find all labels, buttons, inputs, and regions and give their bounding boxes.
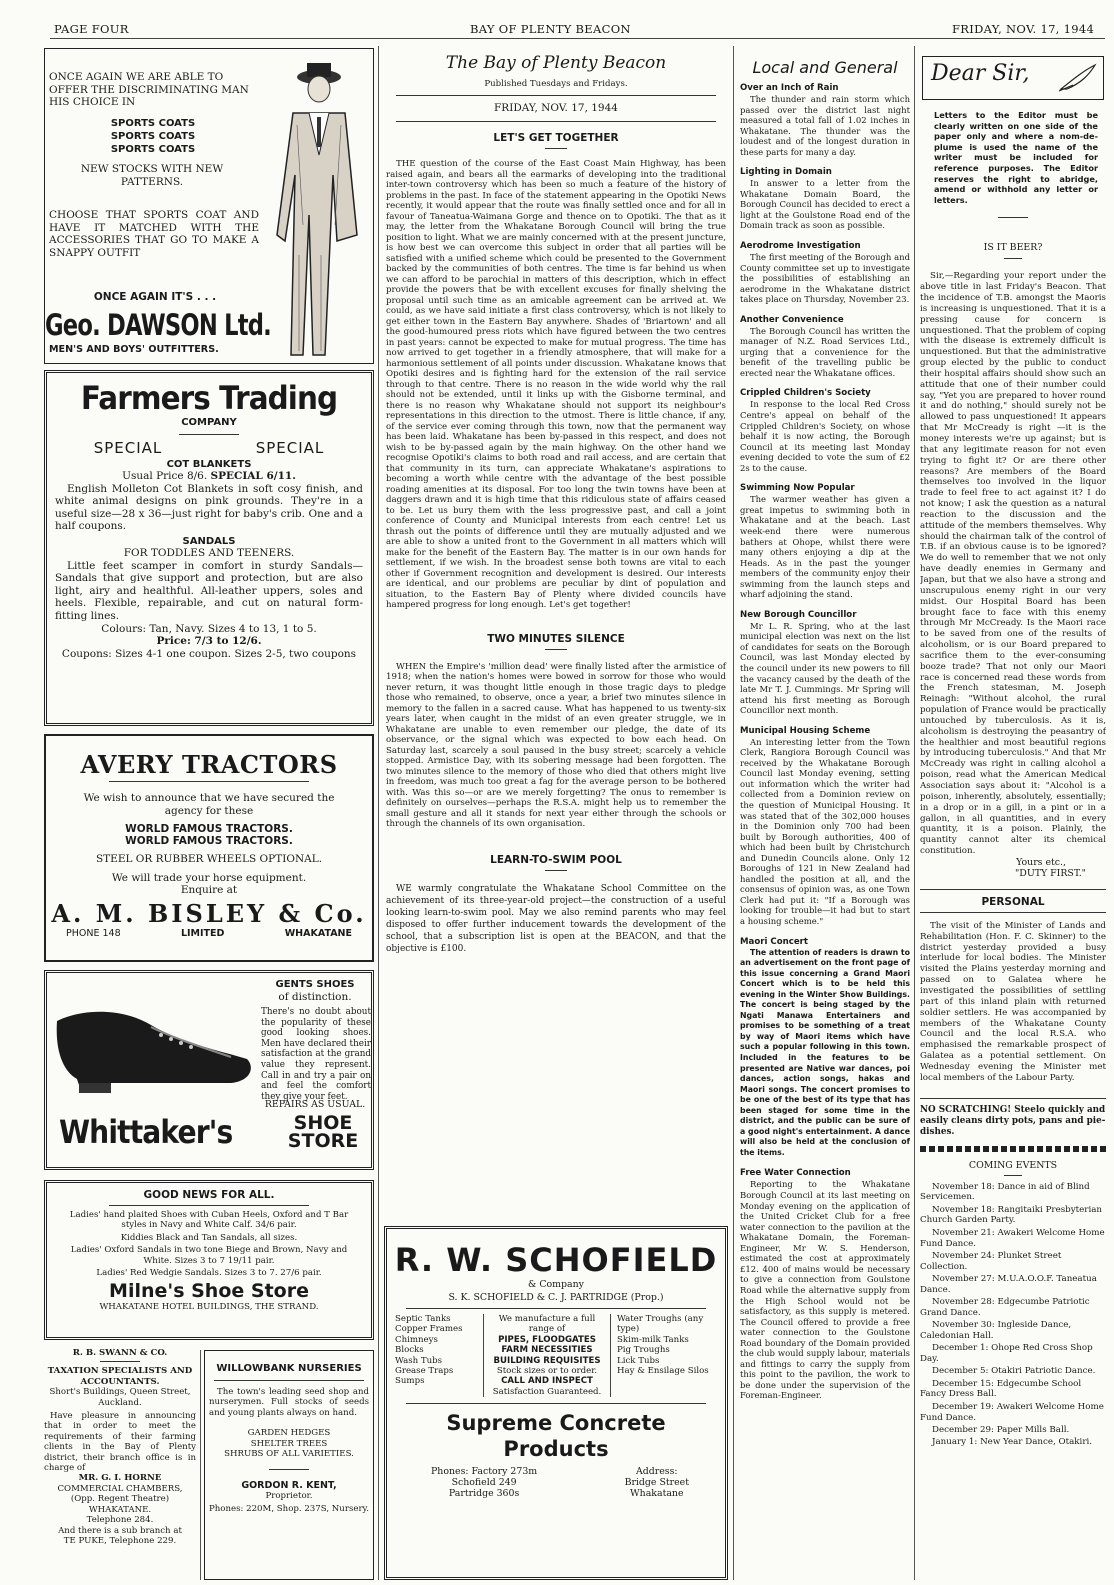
event-item: December 15: Edgecumbe School Fancy Dress Ball.: [920, 1378, 1082, 1400]
local-item-heading: Municipal Housing Scheme: [740, 725, 871, 736]
schofield-logo: R. W. SCHOFIELD: [394, 1241, 718, 1279]
event-item: December 1: Ohope Red Cross Shop Day.: [920, 1343, 1093, 1365]
ad-divider: [200, 1350, 201, 1580]
whittaker-logo: Whittaker's: [59, 1113, 233, 1151]
local-item-heading: Maori Concert: [740, 936, 809, 947]
product-item: Blocks: [395, 1345, 424, 1356]
editorial-heading: LEARN-TO-SWIM POOL: [490, 853, 622, 866]
paper-name: BAY OF PLENTY BEACON: [470, 22, 631, 36]
product-item: Pig Troughs: [617, 1345, 670, 1356]
swann-line: TAXATION SPECIALISTS AND ACCOUNTANTS.: [47, 1366, 193, 1387]
letters-column: [920, 50, 1106, 1580]
local-item-body: The attention of readers is drawn to an advertisement on the front page of this issue concerning a Grand Maori Concert which is to be held this evening in the Winter Show Buildings. The concert is being staged by the Ngati Manawa Entertainers and promises to be something of a treat by way of Maori items which have such a popular following in this town. Included in the features to be presented are Native war dances, poi dances, action songs, hakas and Maori songs. The concert promises to be one of the best of its type that has been staged for some time in the district, and the public can be sure of a good night's entertainment. A dance will also be held at the conclusion of the items.: [740, 947, 910, 1157]
local-item-body: Mr L. R. Spring, who at the last municipal election was next on the list of candidates for seats on the Borough Council, was last Monday elected by the council under its new powers to fill the vacancy caused by the death of the late Mr T. J. Cummings. Mr Spring will attend his first meeting as Borough Councillor next month.: [740, 620, 910, 716]
product-item: Satisfaction Guaranteed.: [492, 1386, 602, 1397]
product-item: Stock sizes or to order.: [496, 1366, 598, 1377]
willowbank-ad: [204, 1350, 374, 1580]
divider: [920, 889, 1106, 890]
special-label: SPECIAL: [93, 439, 163, 457]
column-rule: [378, 46, 379, 1580]
divider: [1004, 1175, 1022, 1176]
coats-item: SPORTS COATS: [110, 131, 196, 142]
toddlers-line: FOR TODDLES AND TEENERS.: [123, 546, 295, 559]
again-text: ONCE AGAIN IT'S . . .: [93, 291, 217, 303]
phone-line: Partridge 360s: [448, 1488, 520, 1500]
shoe-illustration: [51, 987, 256, 1095]
milne-line: Ladies' Oxford Sandals in two tone Biege and Brown, Navy and White. Sizes 3 to 7 19/11 pair.: [70, 1245, 348, 1266]
farmers-company: COMPANY: [181, 417, 237, 428]
cot-heading: COT BLANKETS: [166, 459, 252, 470]
willowbank-owner: GORDON R. KENT,: [241, 1480, 337, 1492]
shoe-word: SHOE: [293, 1112, 353, 1134]
milne-line: Ladies' Red Wedgie Sandals. Sizes 3 to 7. 27/6 pair.: [96, 1268, 322, 1279]
wf-line: WORLD FAMOUS TRACTORS.: [125, 835, 293, 848]
event-item: November 21: Awakeri Welcome Home Fund Dance.: [920, 1227, 1105, 1249]
repairs-line: REPAIRS AS USUAL.: [264, 1099, 366, 1110]
divider: [920, 1098, 1106, 1099]
willowbank-phones: Phones: 220M, Shop. 237S, Nursery.: [208, 1503, 370, 1514]
divider: [406, 1308, 706, 1309]
enquire-line: Enquire at: [180, 884, 238, 897]
editorial-heading: TWO MINUTES SILENCE: [487, 632, 625, 645]
product-item: Septic Tanks: [395, 1314, 451, 1324]
avery-phone: PHONE 148: [66, 927, 121, 939]
event-item: January 1: New Year Dance, Otakiri.: [932, 1437, 1093, 1448]
willowbank-prop: Proprietor.: [265, 1491, 313, 1502]
editorial-column: [386, 48, 726, 954]
willowbank-line: SHELTER TREES: [250, 1438, 328, 1449]
colours-line: Colours: Tan, Navy. Sizes 4 to 13, 1 to 5.: [101, 622, 317, 635]
divider: [214, 1380, 364, 1381]
page-number: PAGE FOUR: [54, 22, 129, 36]
phone-line: Schofield 249: [451, 1477, 517, 1489]
milne-logo: Milne's Shoe Store: [109, 1280, 309, 1303]
schofield-ad: [384, 1226, 728, 1580]
local-item-body: The warmer weather has given a great impetus to swimming both in Whakatane and at the beach. Last week-end there were numerous bathers at Ohope, whilst there were many others enjoying a dip at the Heads. As in the past the younger members of the community enjoy their swimming from the launch steps and wharf adjoining the stand.: [740, 494, 910, 600]
editorial-heading: LET'S GET TOGETHER: [493, 132, 619, 144]
event-item: November 18: Dance in aid of Blind Servicemen.: [920, 1181, 1090, 1203]
whittaker-h1: GENTS SHOES: [275, 979, 355, 990]
right-products: [611, 1314, 711, 1397]
divider: [396, 121, 716, 122]
event-item: December 19: Awakeri Welcome Home Fund Dance.: [920, 1401, 1104, 1423]
page-header: [0, 0, 1114, 40]
local-item-body: Reporting to the Whakatane Borough Council at its last meeting on Monday evening on the application of the United Cricket Club for a free water connection to the pavilion at the Whakatane Domain, the Foreman-Engineer, Mr W. S. Henderson, estimated the cost at approximately £12. 400 of mains would be necessary to give a connection from Goulstone Road while the alternative supply from the High School would not be satisfactory, as this supply is metered. The Council offered to provide a free water connection to the Goulstone Road boundary of the Domain provided the club would supply labour, materials and fittings to carry the supply from this point to the pavilion, the work to be done under the supervision of the Foreman-Engineer.: [740, 1179, 910, 1401]
event-item: November 28: Edgecumbe Patriotic Grand Dance.: [920, 1297, 1090, 1318]
local-item-heading: Over an Inch of Rain: [740, 83, 839, 93]
product-item: Hay & Ensilage Silos: [617, 1366, 709, 1377]
stock-text: NEW STOCKS WITH NEW PATTERNS.: [80, 163, 224, 188]
coats-item: SPORTS COATS: [110, 118, 196, 129]
whittaker-h2: of distinction.: [278, 991, 352, 1003]
mid-products: [483, 1314, 611, 1397]
dawson-tagline: MEN'S AND BOYS' OUTFITTERS.: [49, 344, 219, 355]
avery-limited: LIMITED: [180, 927, 225, 939]
product-item: Lick Tubs: [617, 1355, 660, 1366]
local-item-heading: Swimming Now Popular: [740, 483, 855, 494]
product-item: Chimneys: [395, 1334, 438, 1345]
local-item-body: The thunder and rain storm which passed over the district last night measured a total fall of 1.02 inches in Whakatane. The thunder was the loudest and of the longest duration in these parts for many a day.: [740, 94, 910, 157]
events-heading: COMING EVENTS: [968, 1159, 1058, 1171]
product-item: We manufacture a full range of: [498, 1314, 596, 1335]
letter-signature: "DUTY FIRST.": [1014, 867, 1086, 879]
divider: [269, 1469, 309, 1470]
milne-line: Ladies' hand plaited Shoes with Cuban Heels, Oxford and T Bar styles in Navy and White Calf. 34/6 pair.: [69, 1210, 349, 1231]
ad-line: HIS CHOICE IN: [49, 96, 136, 109]
left-products: [395, 1314, 483, 1397]
local-item-heading: New Borough Councillor: [740, 609, 857, 620]
special-row: [47, 439, 371, 457]
address-line: Whakatane: [630, 1488, 684, 1500]
local-item-body: An interesting letter from the Town Clerk, Rangiora Borough Council was received by the Whakatane Borough Council last Monday evening, setting out information which the writer had collected from a Dominion review on the question of Municipal Housing. It was stated that of the 302,000 houses in the Dominion only 700 had been built by Borough authorities, 400 of which had been built by Christchurch and Dunedin Councils alone. Only 12 Boroughs of 121 in New Zealand had handled the position at all, and the consensus of opinion was, as one Town Clerk had put it: "If a Borough was looking for trouble—it had but to start a housing scheme.": [740, 736, 910, 926]
letters-notice: Letters to the Editor must be clearly written on one side of the paper only and where a nom-de-plume is used the name of the writer must be included for reference purposes. The Editor reserves the right to abridge, amend or withhold any letter or letters.: [934, 110, 1098, 205]
local-item-heading: Lighting in Domain: [740, 167, 832, 178]
letter-heading: IS IT BEER?: [983, 242, 1043, 254]
letter-body: Sir,—Regarding your report under the above title in last Friday's Beacon. That the incidence of T.B. amongst the Maoris is increasing is unquestioned. That it is a pressing cause for concern is unquestioned. That the problem of coping with the disease is extremely difficult is unquestioned. But that the administrative group elected by the public to conduct their hospital affairs should show such an attitude that one of their number could say, "Yet you are prepared to hover round it and do nothing," should surely not be allowed to pass unquestioned! It appears that Mr McCready is right —it is the money interests we're up against; but is that any legitimate reason for not even trying to fight it? Or are there other reasons? Are members of the Board themselves too involved in the liquor trade to feel free to act against it? I do not know; I ask the question as a natural reaction to the discussion and the attitude of the members themselves. Why should the chairman talk of the control of T.B. if an obvious cause is to be ignored? We do well to remember that we not only have deadly enemies in Germany and Japan, but that we also have a strong and unscrupulous enemy right in our very midst. Our Hospital Board has been brought face to face with this enemy through Mr McCready. Is the Maori race to be saved from one of the results of alcoholism, or is our Board prepared to sacrifice them to the ever-consuming booze trade? That not only our Maori race is concerned read these words from the French statesman, M. Joseph Reinagh: "Without alcohol, the rural population of France would be practically untouched by tuberculosis. As it is, alcoholism is destroying the peasantry of the healthier and most beautiful regions by introducing tuberculosis." And that Mr McCready was right in calling alcohol a poison, read what the American Medical Association says about it: "Alcohol is a poison, inherently, absolutely, essentially; in a drop or in a gill, in a pint or in a gallon, in all quantities, and in every quantity, it is a poison. Plainly, the quantity cannot alter its chemical constitution.: [920, 271, 1106, 857]
ornamental-rule: [920, 1146, 1106, 1152]
swann-line: And there is a sub branch at: [58, 1525, 182, 1536]
divider: [920, 912, 1106, 913]
event-item: December 29: Paper Mills Ball.: [932, 1424, 1070, 1435]
farmers-ad: [44, 370, 374, 726]
farmers-logo: Farmers Trading: [80, 379, 338, 417]
local-item-heading: Free Water Connection: [740, 1168, 851, 1179]
product-item: PIPES, FLOODGATES: [498, 1334, 596, 1345]
man-illustration: [263, 55, 371, 357]
willowbank-line: GARDEN HEDGES: [247, 1428, 331, 1439]
willowbank-line: SHRUBS OF ALL VARIETIES.: [224, 1449, 354, 1460]
local-item-heading: Crippled Children's Society: [740, 388, 871, 399]
divider: [545, 870, 567, 871]
swann-mr: MR. G. I. HORNE: [78, 1473, 162, 1484]
schofield-footer: [387, 1462, 725, 1499]
sandals-price: Price: 7/3 to 12/6.: [156, 635, 262, 648]
scratch-ad: NO SCRATCHING! Steelo quickly and easily cleans dirty pots, pans and pie-dishes.: [920, 1104, 1106, 1137]
divider: [1004, 258, 1022, 259]
local-item-body: In response to the local Red Cross Centre's appeal on behalf of the Crippled Children's Society, on whose behalf it is now acting, the Borough Council at its meeting last Monday evening decided to vote the sum of £2 2s to the cause.: [740, 399, 910, 473]
editorial-body: WE warmly congratulate the Whakatane School Committee on the achievement of its three-year-old project—the construction of a useful looking learn-to-swim pool. May we also remind parents who may feel disposed to offer further inducement towards the development of the school, that a subscription list is open at the BEACON, and that the objective is £100.: [386, 883, 726, 954]
dear-sir-logo: [922, 56, 1104, 100]
divider: [179, 434, 239, 435]
avery-footer: [46, 928, 372, 939]
editorial-date: FRIDAY, NOV. 17, 1944: [494, 102, 618, 115]
coupons-line: Coupons: Sizes 4-1 one coupon. Sizes 2-5, two coupons: [61, 647, 357, 660]
local-item-heading: Another Convenience: [740, 314, 844, 325]
wheels-line: STEEL OR RUBBER WHEELS OPTIONAL.: [95, 853, 323, 866]
product-item: BUILDING REQUISITES: [493, 1355, 601, 1366]
product-item: Skim-milk Tanks: [617, 1334, 689, 1345]
event-item: November 24: Plunket Street Collection.: [920, 1250, 1062, 1272]
address-line: Bridge Street: [624, 1477, 689, 1489]
quill-icon: [1057, 63, 1097, 93]
personal-body: The visit of the Minister of Lands and Rehabilitation (Hon. F. C. Skinner) to the district yesterday provided a busy interlude for local bodies. The Minister visited the Plains yesterday morning and passed on to Galatea where he investigated the possibilities of settling part of this inland plain with returned soldier settlers. He was accompanied by members of the Whakatane County Council and the local R.S.A. who emphasised the remarkable prospect of Galatea as a potential settlement. On Wednesday evening the Minister met local members of the Labour Party.: [920, 920, 1106, 1083]
local-title: Local and General: [752, 58, 898, 77]
shoe-store: [283, 1114, 363, 1150]
swann-line: (Opp. Regent Theatre): [70, 1494, 170, 1505]
event-item: December 5: Otakiri Patriotic Dance.: [932, 1366, 1096, 1377]
product-item: Sumps: [395, 1376, 425, 1387]
divider: [109, 781, 309, 782]
special-label: SPECIAL: [255, 439, 325, 457]
schofield-partners: S. K. SCHOFIELD & C. J. PARTRIDGE (Prop.): [448, 1292, 664, 1303]
product-item: Grease Traps: [395, 1366, 454, 1377]
product-item: Wash Tubs: [395, 1355, 443, 1366]
editorial-body: WHEN the Empire's 'million dead' were finally listed after the armistice of 1918; when the nation's homes were bowed in sorrow for those who would never return, it was thought little enough in those tragic days to pledge those who remained, to observe, once a year, a brief two minutes silence in memory to the fallen in a sacred cause. What has happened to us twenty-six years later, when caught in the midst of an even greater struggle, we in Whakatane are unable to even remember our pledge, the date of its observance, or the signal which was expected to bow each head. On Saturday last, scarcely a soul paused in the busy street; scarcely a vehicle stopped. Armistice Day, with its sobering message had been forgotten. The two minutes silence to the memory of those who died that others might live in freedom, was much too great a fag for the average person to be bothered with. Was this so—or are we merely forgetting? The onus to remember is definitely on ourselves—perhaps the R.S.A. might help us to remember the small gesture and all it stands for next year either through the schools or through the channels of its own organisation.: [386, 661, 726, 829]
masthead: The Bay of Plenty Beacon: [445, 53, 667, 73]
product-item: Water Troughs (any type): [617, 1314, 704, 1335]
product-item: CALL AND INSPECT: [501, 1376, 593, 1387]
cot-body: English Molleton Cot Blankets in soft cosy finish, and white animal designs on pink grounds. They're in a useful size—28 x 36—just right for baby's crib. One and a half coupons.: [55, 482, 363, 533]
local-item-body: The first meeting of the Borough and County committee set up to investigate the possibilities of establishing an aerodrome in the Whakatane district takes place on Thursday, November 23.: [740, 252, 910, 305]
divider: [396, 95, 716, 96]
phone-line: Phones: Factory 273m: [431, 1466, 538, 1478]
milne-line: Kiddies Black and Tan Sandals, all sizes.: [120, 1232, 298, 1243]
choose-text: CHOOSE THAT SPORTS COAT AND HAVE IT MATCHED WITH THE ACCESSORIES THAT GO TO MAKE A SNAPPY OUTFIT: [49, 209, 259, 259]
divider: [998, 217, 1028, 218]
events-list: [920, 1182, 1106, 1448]
special-price: SPECIAL 6/11.: [210, 470, 296, 482]
dawson-ad: [44, 48, 374, 364]
local-item-body: In answer to a letter from the Whakatane Domain Board, the Borough Council has decided to erect a light at the Goulstone Road end of the Domain track as soon as possible.: [740, 178, 910, 231]
swann-line: WHAKATANE.: [88, 1504, 152, 1515]
swann-body: Have pleasure in announcing that in order to meet the requirements of their farming clients in the Bay of Plenty district, their branch office is in charge of: [44, 1411, 196, 1474]
price-row: [47, 470, 371, 483]
willowbank-title: WILLOWBANK NURSERIES: [216, 1363, 362, 1374]
dear-sir-text: Dear Sir,: [931, 61, 1030, 86]
store-word: STORE: [287, 1130, 359, 1152]
product-item: Copper Frames: [395, 1324, 463, 1335]
sandals-body: Little feet scamper in comfort in sturdy Sandals—Sandals that give support and protection, but are also light, airy and healthful. All-leather uppers, soles and heels. Flexible, repairable, and cut on natural form-fitting lines.: [55, 559, 363, 622]
schofield-products: [387, 1314, 725, 1397]
trade-line: We will trade your horse equipment.: [111, 871, 307, 884]
avery-town: WHAKATANE: [284, 927, 352, 939]
divider: [545, 649, 567, 650]
whittaker-ad: [44, 970, 374, 1170]
divider: [545, 148, 567, 149]
whittaker-body: There's no doubt about the popularity of these good looking shoes. Men have declared their satisfaction at the grand value they represent. Call in and try a pair on and feel the comfort they give your feet.: [261, 1007, 371, 1102]
coats-list: [103, 117, 203, 156]
divider: [406, 1403, 706, 1404]
issue-date: FRIDAY, NOV. 17, 1944: [952, 22, 1095, 36]
avery-intro: We wish to announce that we have secured the agency for these: [83, 792, 335, 817]
wf-line: WORLD FAMOUS TRACTORS.: [125, 823, 293, 836]
product-item: FARM NECESSITIES: [501, 1345, 593, 1356]
schofield-phones: [431, 1466, 537, 1499]
swann-line: Short's Buildings, Queen Street, Auckland.: [49, 1387, 191, 1408]
event-item: November 27: M.U.A.O.O.F. Taneatua Dance.: [920, 1273, 1097, 1295]
milne-ad: [44, 1180, 374, 1340]
schofield-co: & Company: [528, 1279, 584, 1290]
avery-ad: [44, 734, 374, 962]
editorial-body: THE question of the course of the East Coast Main Highway, has been raised again, and bears all the earmarks of developing into the traditional inter-town controversy which has been so much a feature of the history of problems in the past. In face of the statement appearing in the Opotiki News recently, it would appear that the route was finally settled once and for all in favour of Taneatua-Waimana Gorge and thence on to Opotiki. The that as it may, the letter from the Whakatane Borough Council will bring the true position to light. What we are mainly concerned with at the present juncture, is how best we can overcome this subject in order that all parties will be satisfied with a unified scheme which could be presented to the Government backed by the communities of both centres. The time is far behind us when we can afford to be parochial in matters of this description, which in effect provide the powers that be with excellent excuses for finally shelving the proposal until such time as an amicable agreement can be arrived at. We could, as we have said initiate a first class controversy, which is not likely to get either town in the Eastern Bay anywhere. Shades of 'Briartown' and all the good-humoured press riots which have figured between the two centres in past years: cannot be expected to make for mutual progress. The time has now arrived to get together in a friendly atmosphere, that will make for a harmonious settlement of all points under discussion. Whakatane knows that Opotiki desires and is fighting hard for the extension of the rail service through to that centre. There is no reason in the wide world why the rail should not be extended, until it links up with the Gisborne terminal, and there is no reason why Whakatane should not support its neighbour's representations in this direction to the utmost. There is little chance, if any, of the service ever coming through this town, now that the permanent way has been laid. Whakatane has been by-passed in this respect, and does not wish to be by-passed again by the main highway. On the other hand we recognise Opotiki's claims to both road and rail access, and are certain that that community in its turn, can appreciate Whakatane's aspirations to becoming a worth while centre with the advantage of the best possible roading amenities at its disposal. For too long the twin towns have been at daggers drawn and it is high time that this ridiculous state of affairs ceased to be. Let us bury them with the less progressive past, and call a joint conference of County and Municipal interests from each centre! Let us thrash out the points of difference until they are mutually adjusted and we are able to show a united front to the Government in all matters which will make for the benefit of the Eastern Bay. The matter is in our own hands for settlement, if we wish. In the broadest sense both towns are vital to each other if Government recognition and development is desired. Our interests are identical, and our problems are peculiar by dint of population and situation, to the Eastern Bay of Plenty where divided councils have hampered progress for long enough. Let's get together!: [386, 159, 726, 610]
products-line: Products: [503, 1437, 609, 1462]
schofield-address: [625, 1466, 689, 1499]
header-rule: [50, 38, 1105, 39]
willowbank-body: The town's leading seed shop and nurserymen. Full stocks of seeds and young plants always on hand.: [209, 1387, 369, 1418]
swann-name: R. B. SWANN & CO.: [72, 1348, 168, 1358]
coats-item: SPORTS COATS: [110, 144, 196, 155]
local-item-body: The Borough Council has written the manager of N.Z. Road Services Ltd., urging that a convenience for the benefit of the travelling public be erected near the Whakatane offices.: [740, 325, 910, 378]
divider: [100, 1361, 140, 1362]
published-line: Published Tuesdays and Fridays.: [484, 79, 628, 89]
ad-line: ONCE AGAIN WE ARE ABLE TO: [49, 71, 224, 83]
column-rule: [733, 46, 734, 1580]
sandals-heading: SANDALS: [182, 535, 236, 547]
swann-line: TE PUKE, Telephone 229.: [63, 1535, 177, 1546]
personal-heading: PERSONAL: [981, 895, 1045, 908]
local-item-heading: Aerodrome Investigation: [740, 241, 861, 252]
milne-address: WHAKATANE HOTEL BUILDINGS, THE STRAND.: [99, 1302, 319, 1313]
event-item: November 30: Ingleside Dance, Caledonian Hall.: [920, 1320, 1072, 1341]
column-rule: [914, 46, 915, 1580]
local-items: [740, 83, 910, 1401]
local-column: [740, 50, 910, 1580]
swann-ad: [44, 1348, 196, 1580]
ad-line: OFFER THE DISCRIMINATING MAN: [49, 83, 249, 96]
supreme-line: Supreme Concrete: [446, 1411, 666, 1436]
divider: [109, 1205, 309, 1206]
address-line: Address:: [635, 1466, 678, 1478]
milne-title: GOOD NEWS FOR ALL.: [143, 1189, 275, 1201]
swann-line: Telephone 284.: [86, 1515, 154, 1526]
bisley-name: A. M. BISLEY & Co.: [51, 898, 367, 928]
usual-price: Usual Price 8/6.: [122, 470, 208, 482]
dawson-logo: Geo. DAWSON Ltd.: [45, 308, 271, 342]
swann-line: COMMERCIAL CHAMBERS,: [57, 1483, 183, 1494]
avery-title: AVERY TRACTORS: [80, 750, 338, 779]
letter-yours: Yours etc.,: [1016, 856, 1066, 868]
event-item: November 18: Rangitaiki Presbyterian Church Garden Party.: [920, 1204, 1102, 1226]
